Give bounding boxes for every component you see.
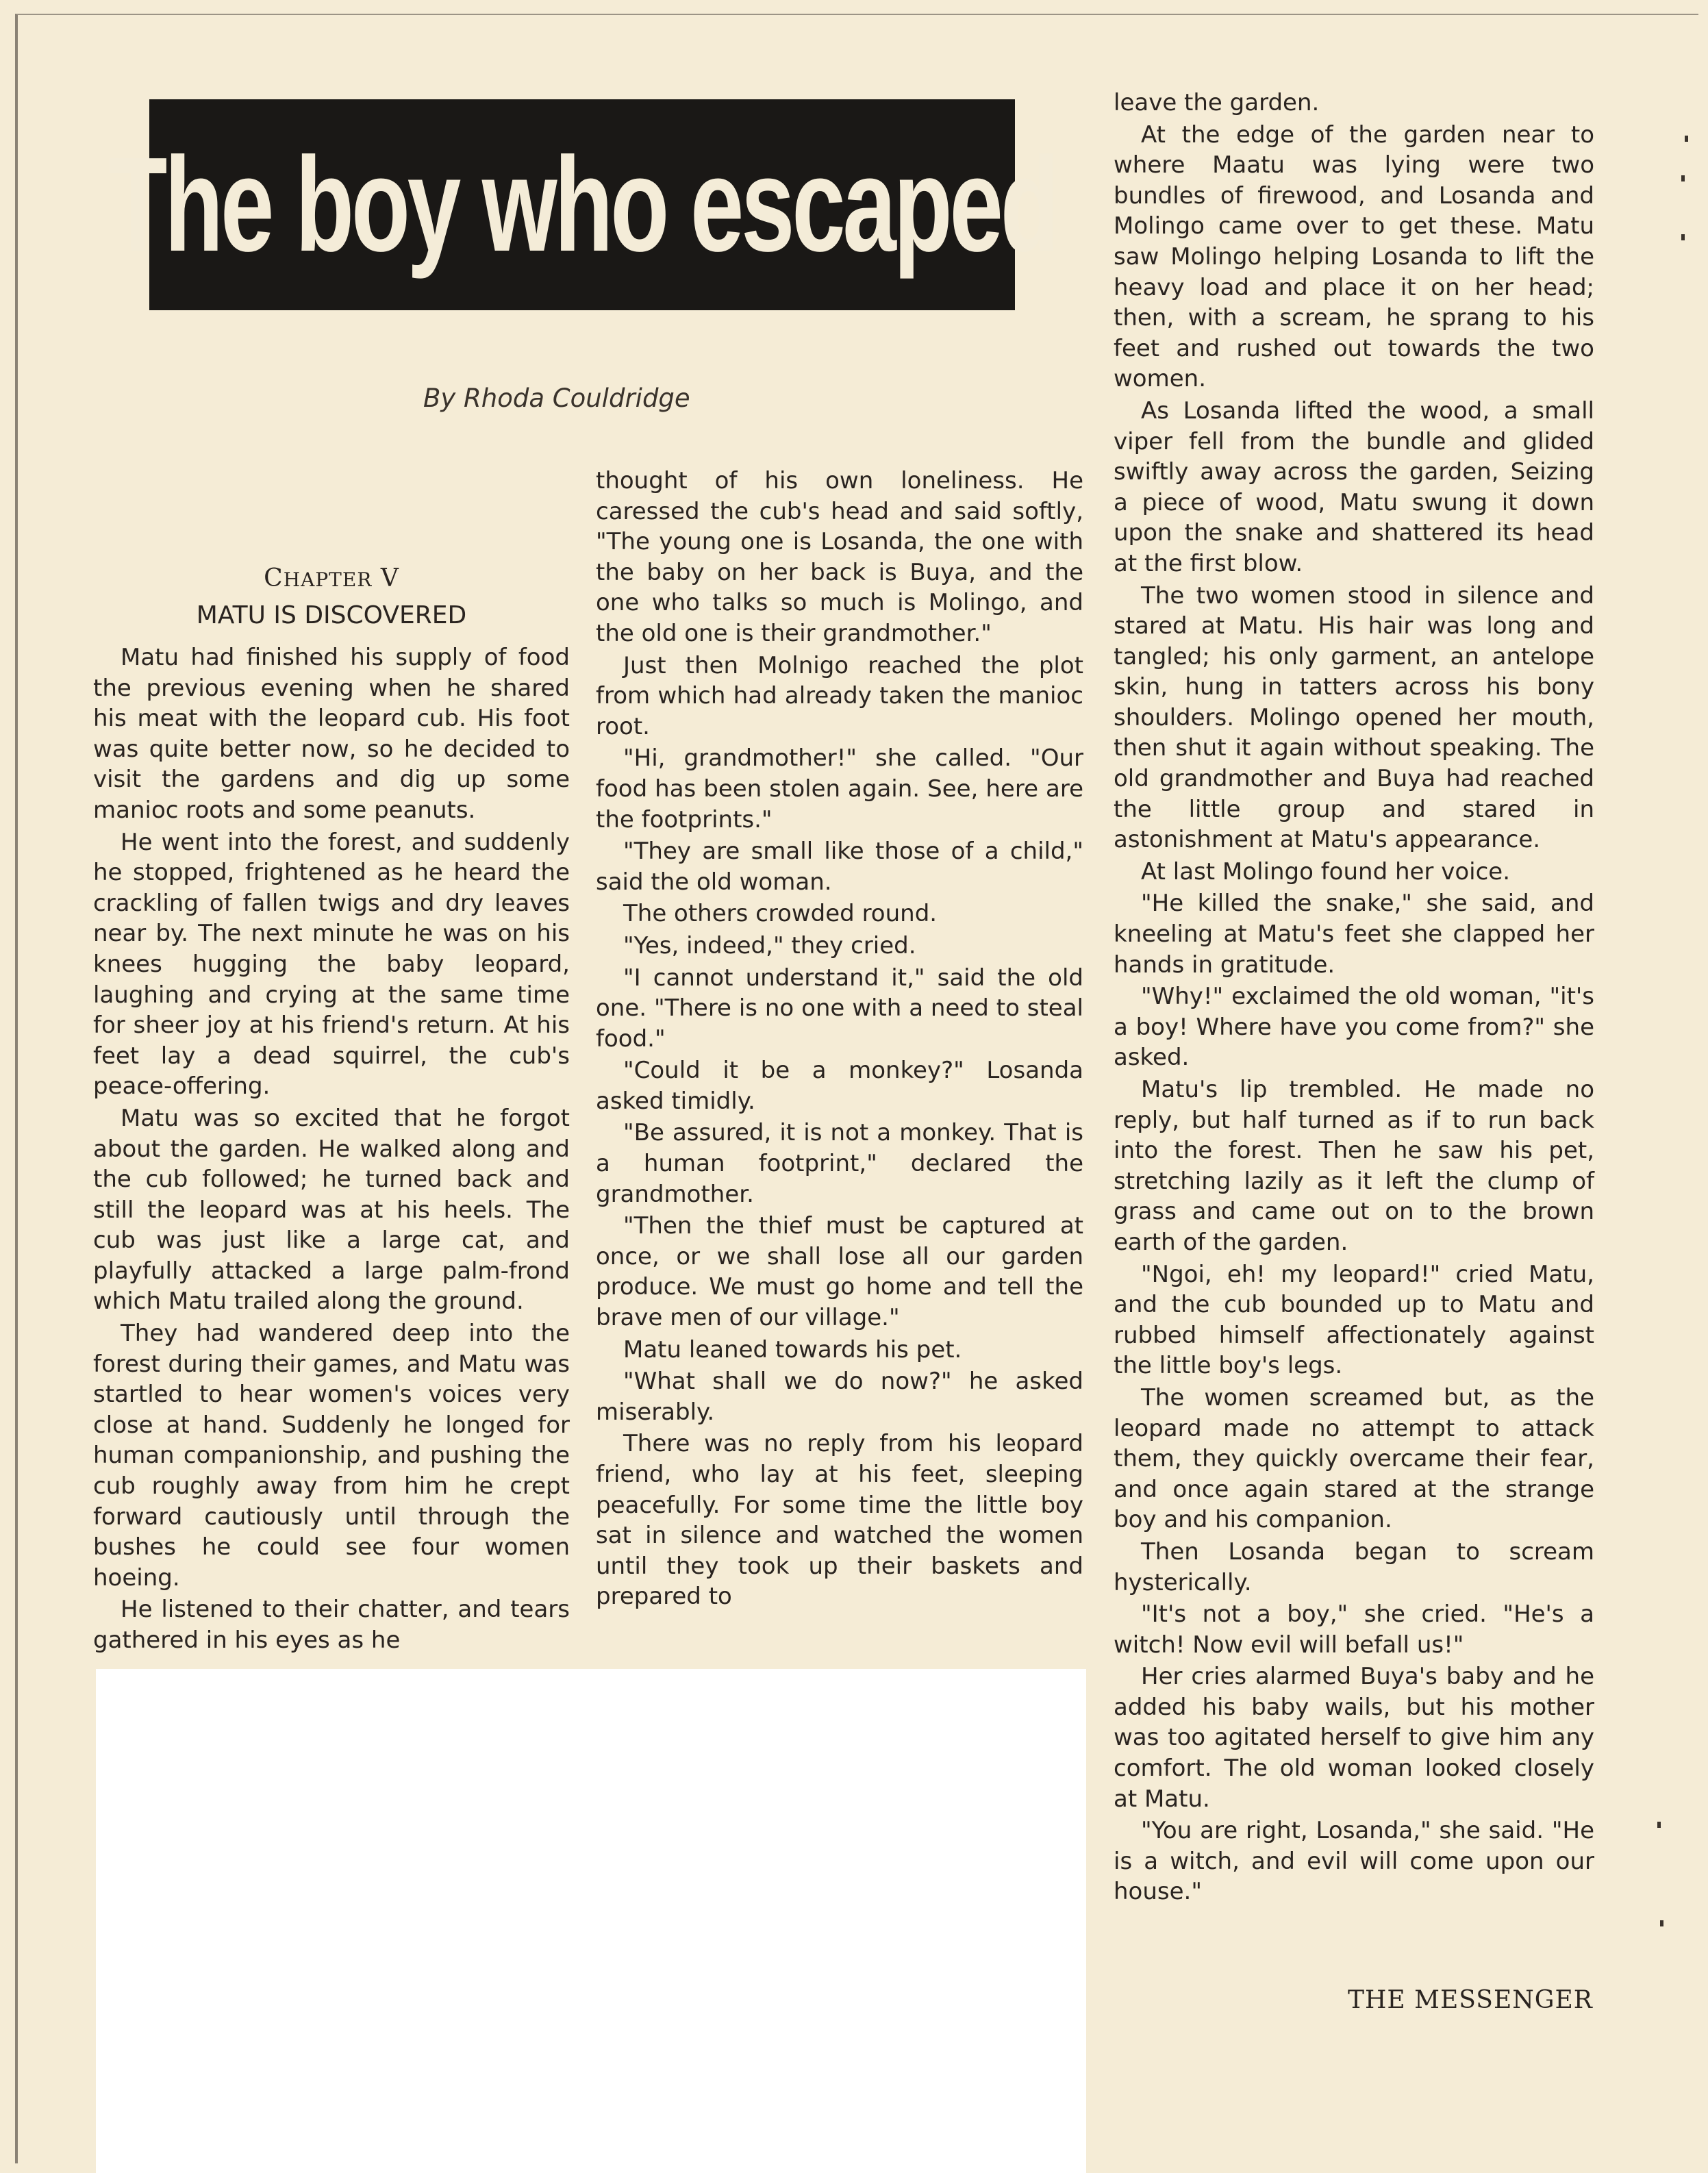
- paragraph: Then Losanda began to scream hysterically.: [1114, 1537, 1594, 1596]
- paragraph: There was no reply from his leopard friend, who lay at his feet, sleeping peacefully. For some time the little boy sat in silence and watched the women until they took up their baskets and prepared to: [596, 1430, 1083, 1611]
- chapter-heading: CHAPTER V: [264, 564, 399, 592]
- paragraph: leave the garden.: [1114, 89, 1320, 116]
- paragraph: "You are right, Losanda," she said. "He is a witch, and evil will come upon our house.": [1114, 1817, 1594, 1906]
- blank-redaction-area: [96, 1669, 1086, 2173]
- paragraph: thought of his own loneliness. He caressed the cub's head and said softly, "The young one is Losanda, the one with the baby on her back is Buya, and the one who talks so much is Molingo, and the old one is their grandmother.": [596, 467, 1083, 647]
- edge-mark: [1681, 175, 1685, 181]
- edge-mark: [1681, 234, 1685, 240]
- paragraph: Matu had finished his supply of food the previous evening when he shared his meat with the leopard cub. His foot was quite better now, so he decided to visit the gardens and dig up some manioc roots and some peanuts.: [93, 644, 570, 824]
- paragraph: "Why!" exclaimed the old woman, "it's a boy! Where have you come from?" she asked.: [1114, 983, 1594, 1072]
- paragraph: "Yes, indeed," they cried.: [623, 931, 916, 959]
- byline: By Rhoda Couldridge: [423, 384, 690, 413]
- paragraph: "He killed the snake," she said, and kneeling at Matu's feet she clapped her hands in gratitude.: [1114, 890, 1594, 979]
- paragraph: Her cries alarmed Buya's baby and he added his baby wails, but his mother was too agitated herself to give him any comfort. The old woman looked closely at Matu.: [1114, 1663, 1594, 1813]
- paragraph: Just then Molnigo reached the plot from which had already taken the manioc root.: [596, 651, 1083, 740]
- column-1: [93, 562, 570, 1657]
- paragraph: Matu leaned towards his pet.: [623, 1335, 962, 1364]
- paragraph: Matu was so excited that he forgot about the garden. He walked along and the cub followed; he turned back and still the leopard was at his heels. The cub was just like a large cat, and playfully attacked a large palm-frond which Matu trailed along the ground.: [93, 1104, 570, 1316]
- paragraph: "Could it be a monkey?" Losanda asked timidly.: [596, 1057, 1083, 1115]
- paragraph: "What shall we do now?" he asked miserably.: [596, 1368, 1083, 1426]
- edge-mark: [1685, 136, 1688, 142]
- article-title: The boy who escaped: [108, 129, 1057, 279]
- title-banner: [108, 99, 1057, 310]
- paragraph: "Be assured, it is not a monkey. That is a human footprint," declared the grandmother.: [596, 1119, 1083, 1208]
- paragraph: The two women stood in silence and stared at Matu. His hair was long and tangled; his only garment, an antelope skin, hung in tatters across his bony shoulders. Molingo opened her mouth, then shut it again without speaking. The old grandmother and Buya had reached the little group and stared in astonishment at Matu's appearance.: [1114, 581, 1594, 854]
- paragraph: "They are small like those of a child," said the old woman.: [596, 838, 1083, 896]
- paragraph: "It's not a boy," she cried. "He's a witch! Now evil will befall us!": [1114, 1600, 1594, 1659]
- column-3: [1114, 88, 1594, 1909]
- paragraph: Matu's lip trembled. He made no reply, but half turned as if to run back into the forest. Then he saw his pet, stretching lazily as it left the clump of grass and came out on to the brown earth of the garden.: [1114, 1076, 1594, 1256]
- chapter-subtitle: MATU IS DISCOVERED: [196, 601, 467, 629]
- column-2: [596, 466, 1083, 1613]
- paragraph: As Losanda lifted the wood, a small viper fell from the bundle and glided swiftly away across the garden, Seizing a piece of wood, Matu swung it down upon the snake and shattered its head at the first blow.: [1114, 397, 1594, 577]
- paragraph: He went into the forest, and suddenly he stopped, frightened as he heard the crackling of fallen twigs and dry leaves near by. The next minute he was on his knees hugging the baby leopard, laughing and crying at the same time for sheer joy at his friend's return. At his feet lay a dead squirrel, the cub's peace-offering.: [93, 828, 570, 1101]
- paragraph: "Then the thief must be captured at once, or we shall lose all our garden produce. We must go home and tell the brave men of our village.": [596, 1212, 1083, 1332]
- edge-mark: [1660, 1920, 1663, 1926]
- paragraph: He listened to their chatter, and tears gathered in his eyes as he: [93, 1596, 570, 1654]
- edge-mark: [1657, 1822, 1661, 1828]
- publication-footer: THE MESSENGER: [1348, 1986, 1593, 2014]
- paragraph: "Ngoi, eh! my leopard!" cried Matu, and the cub bounded up to Matu and rubbed himself affectionately against the little boy's legs.: [1114, 1260, 1594, 1380]
- paragraph: They had wandered deep into the forest during their games, and Matu was startled to hear women's voices very close at hand. Suddenly he longed for human companionship, and pushing the cub roughly away from him he crept forward cautiously until through the bushes he could see four women hoeing.: [93, 1320, 570, 1592]
- paragraph: At last Molingo found her voice.: [1141, 857, 1511, 885]
- paragraph: The women screamed but, as the leopard made no attempt to attack them, they quickly overcame their fear, and once again stared at the strange boy and his companion.: [1114, 1383, 1594, 1534]
- paragraph: At the edge of the garden near to where Maatu was lying were two bundles of firewood, and Losanda and Molingo came over to get these. Matu saw Molingo helping Losanda to lift the heavy load and place it on her head; then, with a scream, he sprang to his feet and rushed out towards the two women.: [1114, 121, 1594, 393]
- paragraph: "Hi, grandmother!" she called. "Our food has been stolen again. See, here are the footprints.": [596, 744, 1083, 833]
- paragraph: "I cannot understand it," said the old one. "There is no one with a need to steal food.": [596, 964, 1083, 1053]
- paragraph: The others crowded round.: [623, 900, 938, 928]
